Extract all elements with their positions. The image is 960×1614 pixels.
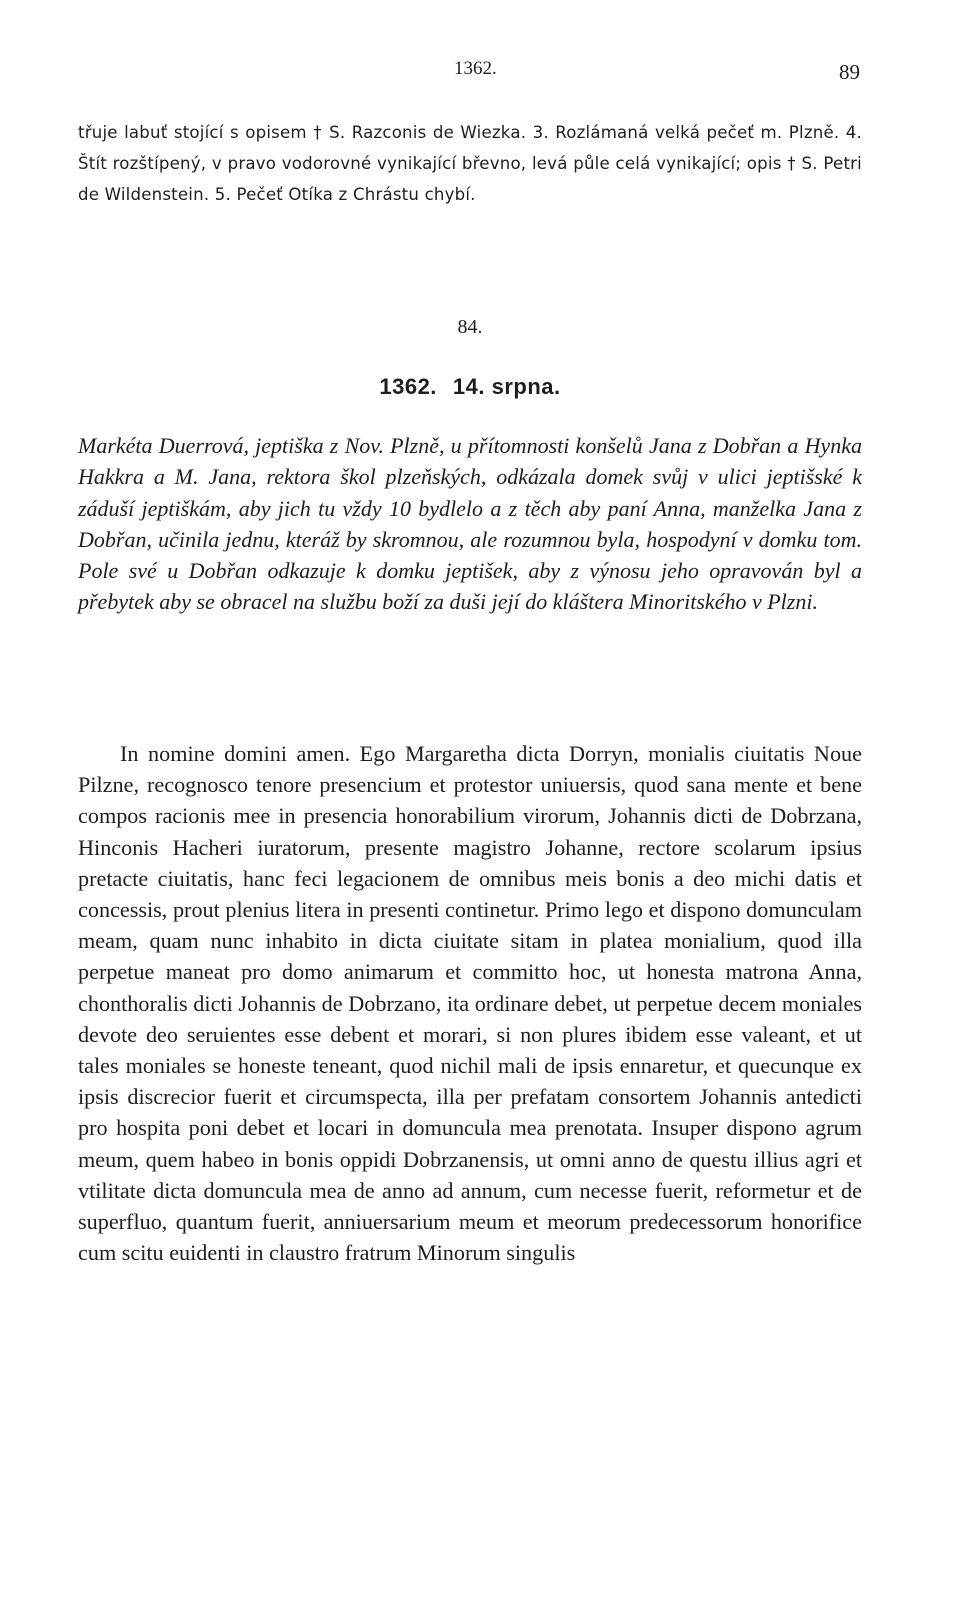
document-number: 84. [457,316,483,338]
footnote-block [78,117,862,210]
header-year: 1362. [454,58,497,79]
document-year: 1362. [379,374,437,399]
document-page [78,0,862,1614]
document-date-line [78,374,862,400]
regest-text: Markéta Duerrová, jeptiška z Nov. Plzně, u přítomnosti konšelů Jana z Dobřan a Hynka Hakkra a M. Jana, rektora škol plzeňských, odkázala domek svůj v ulici jeptišské k záduší jeptiškám, aby jich tu vždy 10 bydlelo a z těch aby paní Anna, manželka Jana z Dobřan, učinila jednu, kteráž by skromnou, ale rozumnou byla, hospodyní v domku tom. Pole své u Dobřan odkazuje k domku jeptišek, aby z výnosu jeho opravován byl a přebytek aby se obracel na službu boží za duši její do kláštera Minoritského v Plzni. [78,433,862,615]
seal-notes-text: třuje labuť stojící s opisem † S. Razconis de Wiezka. 3. Rozlámaná velká pečeť m. Plzně. 4. Štít rozštípený, v pravo vodorovné vynikající břevno, levá půle celá vynikající; opis † S. Petri de Wildenstein. 5. Pečeť Otíka z Chrástu chybí. [78,123,862,204]
latin-charter-text [78,738,862,1268]
document-date: 14. srpna. [452,374,561,399]
page-number: 89 [839,60,860,84]
page-header [78,56,862,86]
latin-text-paragraph: In nomine domini amen. Ego Margaretha dicta Dorryn, monialis ciuitatis Noue Pilzne, recognosco tenore presencium et protestor uniuersis, quod sana mente et bene compos racionis mee in presencia honorabilium virorum, Johannis dicti de Dobrzana, Hinconis Hacheri iuratorum, presente magistro Johanne, rectore scolarum ipsius pretacte ciuitatis, hanc feci legacionem de omnibus meis bonis a deo michi datis et concessis, prout plenius litera in presenti continetur. Primo lego et dispono domunculam meam, quam nunc inhabito in dicta ciuitate sitam in platea monialium, quod illa perpetue maneat pro domo animarum et committo hoc, ut honesta matrona Anna, chonthoralis dicti Johannis de Dobrzano, ita ordinare debet, ut perpetue decem moniales devote deo seruientes esse debent et morari, si non plures ibidem esse valeant, et ut tales moniales se honeste teneant, quod nichil mali de ipsis ennaretur, et quecunque ex ipsis discrecior fuerit et circumspecta, illa per prefatam consortem Johannis antedicti pro hospita poni debet et locari in domuncula mea prenotata. Insuper dispono agrum meum, quem habeo in bonis oppidi Dobrzanensis, ut omni anno de questu illius agri et vtilitate dicta domuncula mea de anno ad annum, cum necesse fuerit, reformetur et de superfluo, quantum fuerit, anniuersarium meum et meorum predecessorum honorifice cum scitu euidenti in claustro fratrum Minorum singulis [78,741,862,1266]
czech-regest [78,430,862,618]
